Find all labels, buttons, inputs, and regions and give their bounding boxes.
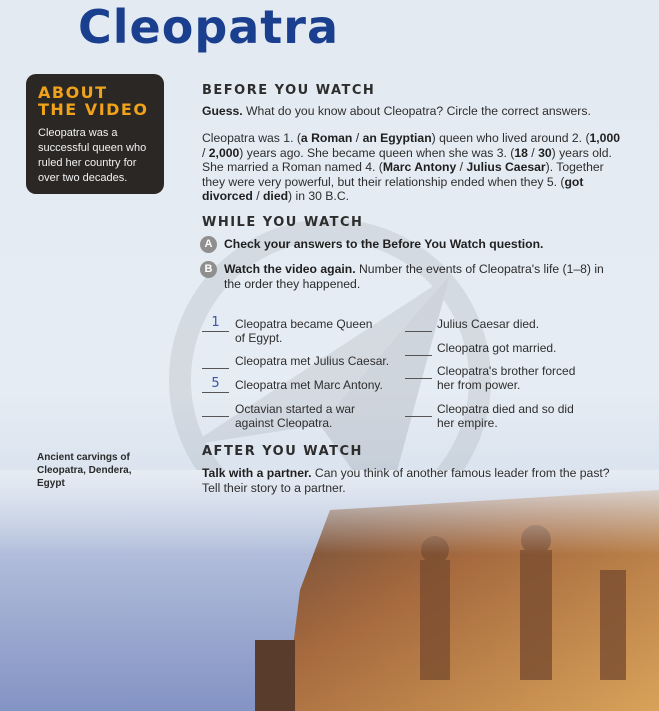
passage-text: ). Together they were very powerful, but their relationship ended when they 5. (: [202, 160, 604, 189]
answer-option[interactable]: got divorced: [202, 174, 584, 203]
answer-option[interactable]: a Roman: [300, 131, 353, 145]
event-text: Cleopatra became Queen of Egypt.: [235, 317, 373, 345]
event-text: Cleopatra met Marc Antony.: [235, 378, 383, 392]
event-text: Cleopatra's brother forced her from power.: [437, 364, 576, 392]
answer-option[interactable]: Marc Antony: [382, 160, 457, 174]
step-b-bold: Watch the video again.: [224, 262, 356, 276]
passage-text: ) years ago. She became queen when she was 3. (: [239, 145, 515, 160]
answer-option[interactable]: Julius Caesar: [466, 160, 546, 174]
passage-text: /: [202, 145, 209, 160]
step-a-badge: A: [200, 236, 217, 253]
answer-blank[interactable]: [202, 402, 229, 417]
passage-text: /: [252, 189, 263, 203]
page-title: Cleopatra: [78, 0, 340, 54]
temple-carvings-photo: [0, 470, 659, 711]
while-heading: WHILE YOU WATCH: [202, 215, 364, 230]
before-instruction-bold: Guess.: [202, 104, 243, 118]
answer-option[interactable]: 2,000: [208, 145, 240, 160]
answer-blank[interactable]: 5: [202, 378, 229, 393]
about-text: Cleopatra was a successful queen who ruled her country for over two decades.: [38, 127, 147, 184]
passage-text: Cleopatra was 1. (: [202, 131, 301, 145]
answer-option[interactable]: an Egyptian: [362, 131, 432, 145]
step-b-text: [224, 262, 624, 292]
after-heading: AFTER YOU WATCH: [202, 444, 363, 459]
about-heading-line2: THE VIDEO: [38, 100, 149, 119]
after-instruction: [202, 466, 622, 495]
before-instruction: [202, 104, 622, 119]
after-instruction-text: Can you think of another famous leader from the past? Tell their story to a partner.: [202, 466, 610, 495]
before-instruction-text: What do you know about Cleopatra? Circle the correct answers.: [242, 104, 591, 118]
event-text: Octavian started a war against Cleopatra.: [235, 402, 356, 430]
before-heading: BEFORE YOU WATCH: [202, 83, 376, 98]
answer-option[interactable]: 30: [538, 145, 552, 160]
event-text: Julius Caesar died.: [437, 317, 540, 331]
passage-text: ) queen who lived around 2. (: [431, 131, 590, 145]
answer-blank[interactable]: [405, 317, 432, 332]
passage-text: ) years old. She married a Roman named 4. (: [202, 145, 612, 174]
event-text: Cleopatra met Julius Caesar.: [235, 354, 390, 368]
about-heading: [38, 84, 152, 118]
answer-option[interactable]: died: [262, 189, 289, 203]
step-b-badge: B: [200, 261, 217, 278]
step-a-text: [224, 237, 624, 252]
passage-text: /: [352, 131, 363, 145]
before-passage: [202, 131, 622, 204]
answer-blank[interactable]: [405, 402, 432, 417]
answer-option[interactable]: 1,000: [589, 131, 621, 145]
passage-text: /: [456, 160, 467, 174]
event-text: Cleopatra got married.: [437, 341, 557, 355]
photo-caption: Ancient carvings of Cleopatra, Dendera, Egypt: [37, 452, 132, 489]
about-the-video-box: [26, 74, 164, 194]
about-heading-line1: ABOUT: [38, 83, 108, 102]
answer-blank[interactable]: 1: [202, 317, 229, 332]
answer-option[interactable]: 18: [514, 145, 528, 160]
answer-blank[interactable]: [405, 341, 432, 356]
after-instruction-bold: Talk with a partner.: [202, 466, 312, 480]
answer-blank[interactable]: [405, 364, 432, 379]
step-b-rest: Number the events of Cleopatra's life (1–8) in the order they happened.: [224, 262, 604, 291]
answer-blank[interactable]: [202, 354, 229, 369]
passage-text: /: [527, 145, 539, 160]
event-text: Cleopatra died and so did her empire.: [437, 402, 574, 430]
step-a-bold: Check your answers to the Before You Watch question.: [224, 237, 544, 251]
passage-text: ) in 30 B.C.: [288, 189, 350, 203]
